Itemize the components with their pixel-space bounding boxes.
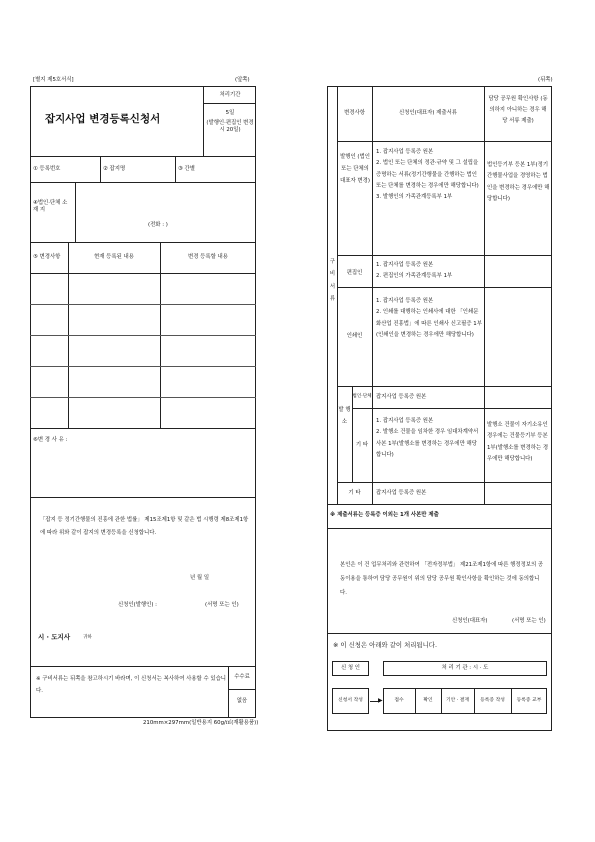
- recipient-suffix: 귀하: [83, 635, 92, 640]
- recipient: 시 · 도지사: [38, 633, 71, 641]
- changes-row: [30, 397, 256, 398]
- back-header-change: 변경사항: [344, 110, 365, 116]
- flow-step-2: 확인: [423, 698, 433, 703]
- date-line: 년 월 일: [190, 575, 210, 581]
- row-editor-docs: 1. 잡지사업 등록증 원본 2. 편집인의 가족관계등록부 1부: [376, 262, 453, 280]
- consent-sign: (서명 또는 인): [512, 618, 546, 624]
- footer-note: ※ 구비서류는 뒤쪽을 참고하시기 바라며, 이 신청서는 복사하여 사용할 수 있습니다.: [36, 676, 227, 694]
- back-side-label: (뒤쪽): [538, 77, 553, 83]
- application-statement: 「잡지 등 정기간행물의 진흥에 관한 법률」 제15조제1항 및 같은 법 시행령 제8조제1항에 따라 위와 같이 잡지의 변경등록을 신청합니다.: [40, 517, 249, 536]
- docs-group-label: 구 비 서 류: [329, 259, 336, 303]
- form-number: [별지 제5호서식]: [33, 77, 74, 83]
- row-editor-change: 편집인: [346, 270, 363, 276]
- consent-signer: 신청인(대표자): [452, 618, 488, 624]
- applicant-label: 신청인(발행인) :: [118, 602, 157, 608]
- front-side-label: (앞쪽): [235, 77, 250, 83]
- reason-label: ⑥변 경 사 유 :: [33, 437, 68, 443]
- row-printer-docs: 1. 잡지사업 등록증 원본 2. 인쇄를 대행하는 인쇄사에 대한 「인쇄문화산업 진흥법」에 따른 인쇄사 신고필증 1부(인쇄인을 변경하는 경우에만 해당합니다): [376, 298, 482, 339]
- flow-office-label: 처 리 기 관 : 시 · 도: [441, 665, 489, 671]
- flow-step-1: 접수: [394, 698, 404, 703]
- changes-row: [30, 304, 256, 305]
- interval-label: ③ 간별: [178, 166, 195, 172]
- row-printer-change: 인쇄인: [346, 333, 363, 339]
- changes-row: [30, 335, 256, 336]
- left-form-frame: [30, 86, 256, 718]
- flow-step-3: 기안 · 결재: [445, 698, 470, 703]
- office-corp-docs: 잡지사업 등록증 원본: [376, 394, 427, 400]
- changes-row: [30, 366, 256, 367]
- office-other-check: 발행소 건물이 자기소유인 경우에는 건물등기부 등본 1부(발행소를 변경하는 경우에만 해당합니다): [487, 422, 549, 463]
- form-title: 잡지사업 변경등록신청서: [45, 113, 161, 125]
- applicant-sign: (서명 또는 인): [205, 602, 239, 608]
- flow-applicant-label: 신 청 인: [340, 665, 361, 671]
- flow-step-4: 등록증 작성: [480, 698, 505, 703]
- flow-arrow-icon: ▶: [378, 697, 383, 704]
- row-publisher-check: 법인등기부 등본 1부(정기간행물사업을 경영하는 법인을 변경하는 경우에만 해당합니다): [487, 162, 550, 203]
- row-publisher-change: 발행인 (법인 또는 단체의 대표자 변경): [340, 154, 370, 184]
- submit-note: ※ 제출서류는 등록증 이외는 1개 사본만 제출: [330, 512, 439, 518]
- processing-period-value: 5일: [225, 110, 235, 116]
- changes-header-new: 변경 등록할 내용: [188, 254, 228, 260]
- office-other-docs: 1. 잡지사업 등록증 원본 2. 발행소 건물을 임차한 경우 임대차계약서 사본 1부(발행소를 변경하는 경우에만 해당합니다): [376, 418, 479, 459]
- address-label: ④법인·단체 소 재 지: [33, 200, 68, 214]
- changes-header-item: ⑤ 변경사항: [33, 254, 61, 260]
- office-other-sub: 기 타: [355, 442, 369, 448]
- row-other-docs: 잡지사업 등록증 원본: [376, 490, 427, 496]
- office-group-label: 발 행 소: [338, 407, 351, 426]
- back-header-docs: 신청인(대표자) 제출서류: [399, 110, 457, 116]
- process-note: ※ 이 신청은 아래와 같이 처리됩니다.: [333, 641, 437, 649]
- changes-header-current: 현재 등록된 내용: [94, 254, 134, 260]
- magazine-name-label: ② 잡지명: [103, 166, 126, 172]
- flow-step-5: 등록증 교부: [516, 698, 542, 703]
- office-corp-sub: 법인·단체: [352, 394, 372, 399]
- fee-label: 수수료: [234, 674, 250, 680]
- fee-value: 없음: [236, 698, 248, 704]
- reg-no-label: ① 등록번호: [33, 166, 61, 172]
- processing-period-note: (발행인·편집인 변경 시 20일): [206, 120, 254, 134]
- phone-field: (전화 : ): [148, 222, 168, 228]
- row-publisher-docs: 1. 잡지사업 등록증 원본 2. 법인 또는 단체의 정관·규약 및 그 설립을 증명하는 서류(정기간행물을 간행하는 법인 또는 단체를 변경하는 경우에만 해당합니다) 3. 발행인의 가족관계등록부 1부: [376, 149, 479, 201]
- paper-spec: 210mm×297mm(일반용지 60g/㎡(재활용품)): [143, 720, 259, 726]
- back-header-check: 담당 공무원 확인사항 (동의하지 아니하는 경우 해당 서류 제출): [488, 96, 548, 124]
- processing-period-label: 처리기간: [219, 92, 241, 98]
- row-other-change: 기 타: [348, 490, 361, 496]
- flow-start: 신청서 작성: [338, 698, 363, 703]
- consent-text: 본인은 이 건 업무처리와 관련하여 「전자정부법」 제21조제1항에 따른 행정정보의 공동이용을 통하여 담당 공무원이 위의 담당 공무원 확인사항을 확인하는 것에 동의합니다.: [340, 562, 544, 597]
